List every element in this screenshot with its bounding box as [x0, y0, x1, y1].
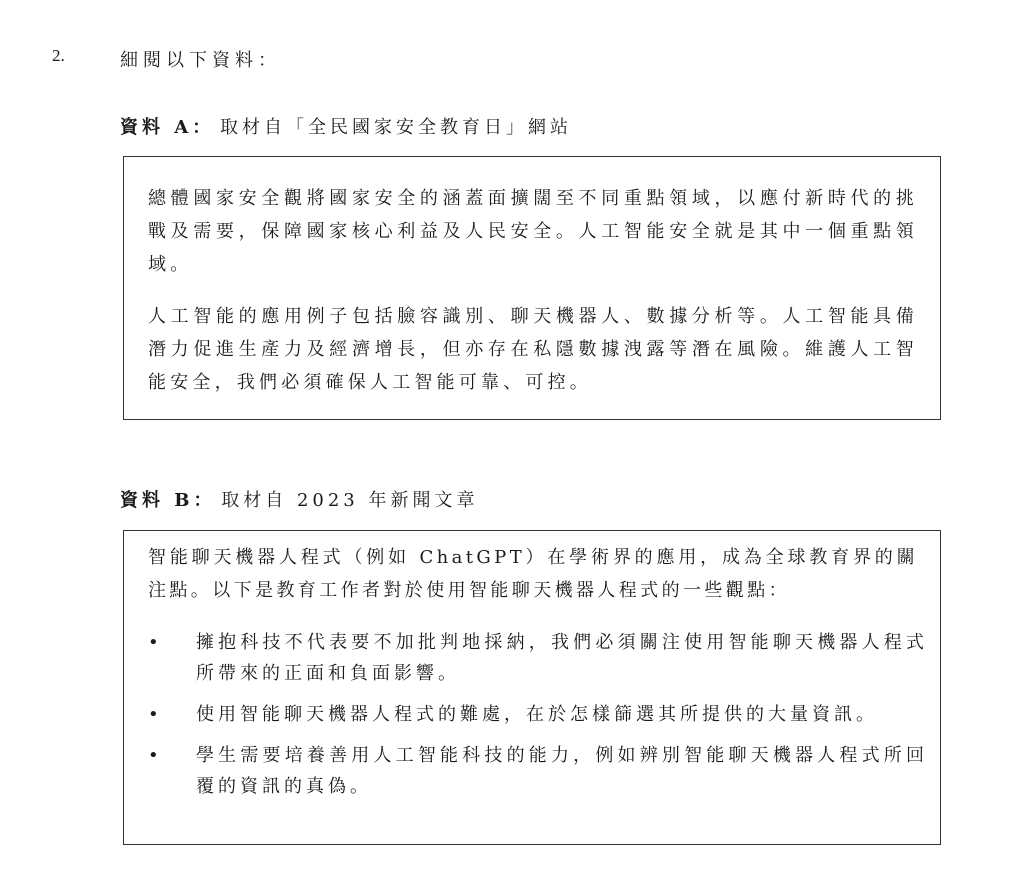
source-b-box — [123, 530, 941, 845]
source-a-paragraph-1: 總體國家安全觀將國家安全的涵蓋面擴闊至不同重點領域，以應付新時代的挑戰及需要，保障國家核心利益及人民安全。人工智能安全就是其中一個重點領域。 — [148, 188, 918, 275]
bullet-text: 學生需要培養善用人工智能科技的能力，例如辨別智能聊天機器人程式所回覆的資訊的真偽。 — [196, 745, 928, 797]
source-a-paragraph-2: 人工智能的應用例子包括臉容識別、聊天機器人、數據分析等。人工智能具備潛力促進生產力及經濟增長，但亦存在私隱數據洩露等潛在風險。維護人工智能安全，我們必須確保人工智能可靠、可控。 — [148, 306, 918, 393]
list-item — [148, 699, 928, 730]
bullet-icon: • — [148, 632, 163, 653]
list-item — [148, 740, 928, 802]
bullet-icon: • — [148, 704, 163, 725]
bullet-icon: • — [148, 745, 163, 766]
source-a-heading — [120, 113, 572, 139]
source-b-heading — [120, 486, 478, 512]
list-item — [148, 627, 928, 689]
bullet-text: 使用智能聊天機器人程式的難處，在於怎樣篩選其所提供的大量資訊。 — [196, 704, 878, 725]
source-a-label: 資料 A： — [120, 117, 215, 138]
source-b-origin: 取材自 2023 年新聞文章 — [221, 490, 479, 511]
source-b-bullet-list — [148, 627, 928, 812]
question-number: 2. — [52, 46, 65, 65]
source-a-origin: 取材自「全民國家安全教育日」網站 — [219, 117, 572, 138]
source-b-intro: 智能聊天機器人程式（例如 ChatGPT）在學術界的應用，成為全球教育界的關注點。以下是教育工作者對於使用智能聊天機器人程式的一些觀點： — [148, 547, 918, 601]
source-a-box — [123, 156, 941, 420]
question-prompt: 細閱以下資料： — [120, 50, 281, 71]
bullet-text: 擁抱科技不代表要不加批判地採納，我們必須關注使用智能聊天機器人程式所帶來的正面和負面影響。 — [196, 632, 928, 684]
source-b-label: 資料 B： — [120, 490, 216, 511]
